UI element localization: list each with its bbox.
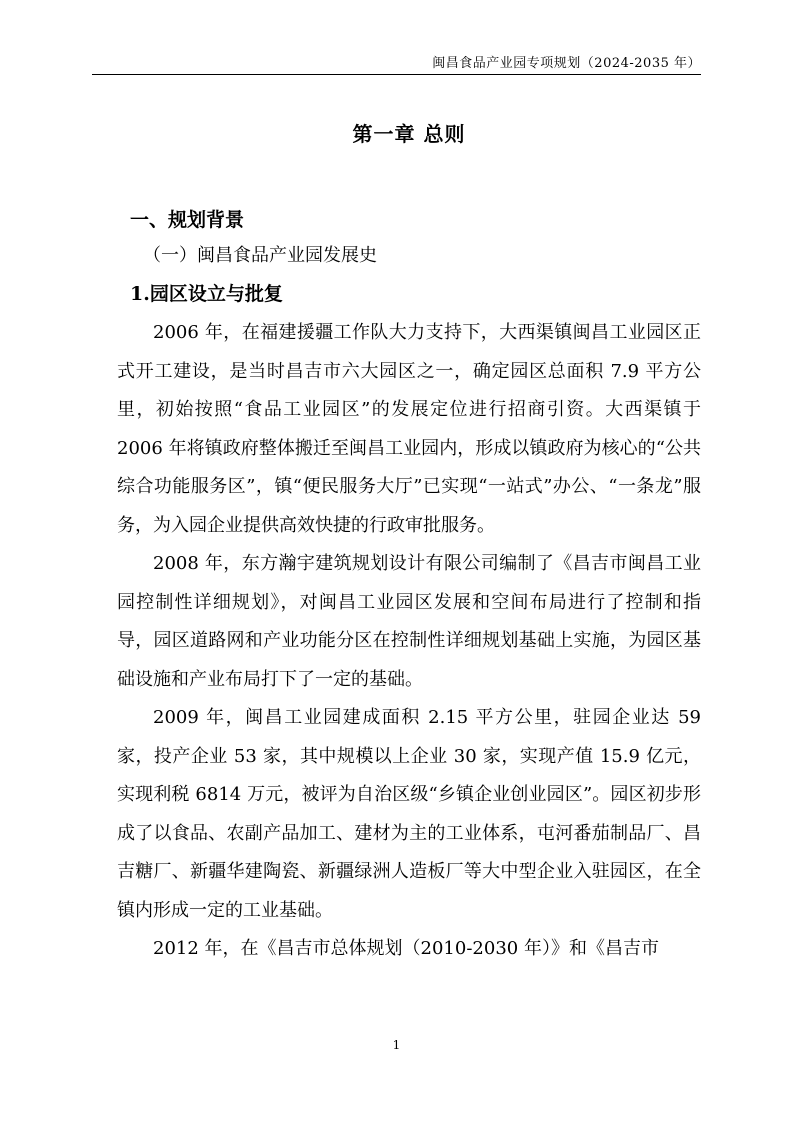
section-heading-level3: 1.园区设立与批复 <box>130 283 283 305</box>
paragraph-2: 2008 年，东方瀚宇建筑规划设计有限公司编制了《昌吉市闽昌工业园控制性详细规划》，对闽昌工业园区发展和空间布局进行了控制和指导，园区道路网和产业功能分区在控制性详细规划基础上实施，为园区基础设施和产业布局打下了一定的基础。 <box>117 553 701 690</box>
paragraph-3: 2009 年，闽昌工业园建成面积 2.15 平方公里，驻园企业达 59 家，投产企业 53 家，其中规模以上企业 30 家，实现产值 15.9 亿元，实现利税 6814 万元，被评为自治区级“乡镇企业创业园区”。园区初步形成了以食品、农副产品加工、建材为主的工业体系，屯河番茄制品厂、昌吉糖厂、新疆华建陶瓷、新疆绿洲人造板厂等大中型企业入驻园区，在全镇内形成一定的工业基础。 <box>117 707 701 921</box>
paragraph-4: 2012 年，在《昌吉市总体规划（2010-2030 年）》和《昌吉市 <box>153 938 659 959</box>
section-heading-level2: （一）闽昌食品产业园发展史 <box>143 245 377 266</box>
header-rule <box>92 74 701 75</box>
section-heading-level1: 一、规划背景 <box>130 209 245 231</box>
running-header: 闽昌食品产业园专项规划（2024-2035 年） <box>432 56 701 71</box>
page-number: 1 <box>392 1038 401 1052</box>
document-body <box>117 118 701 969</box>
paragraph-1: 2006 年，在福建援疆工作队大力支持下，大西渠镇闽昌工业园区正式开工建设，是当时昌吉市六大园区之一，确定园区总面积 7.9 平方公里，初始按照“食品工业园区”的发展定位进行招商引资。大西渠镇于 2006 年将镇政府整体搬迁至闽昌工业园内，形成以镇政府为核心的“公共综合功能服务区”，镇“便民服务大厅”已实现“一站式”办公、“一条龙”服务，为入园企业提供高效快捷的行政审批服务。 <box>117 322 701 536</box>
chapter-title: 第一章 总则 <box>352 122 466 146</box>
